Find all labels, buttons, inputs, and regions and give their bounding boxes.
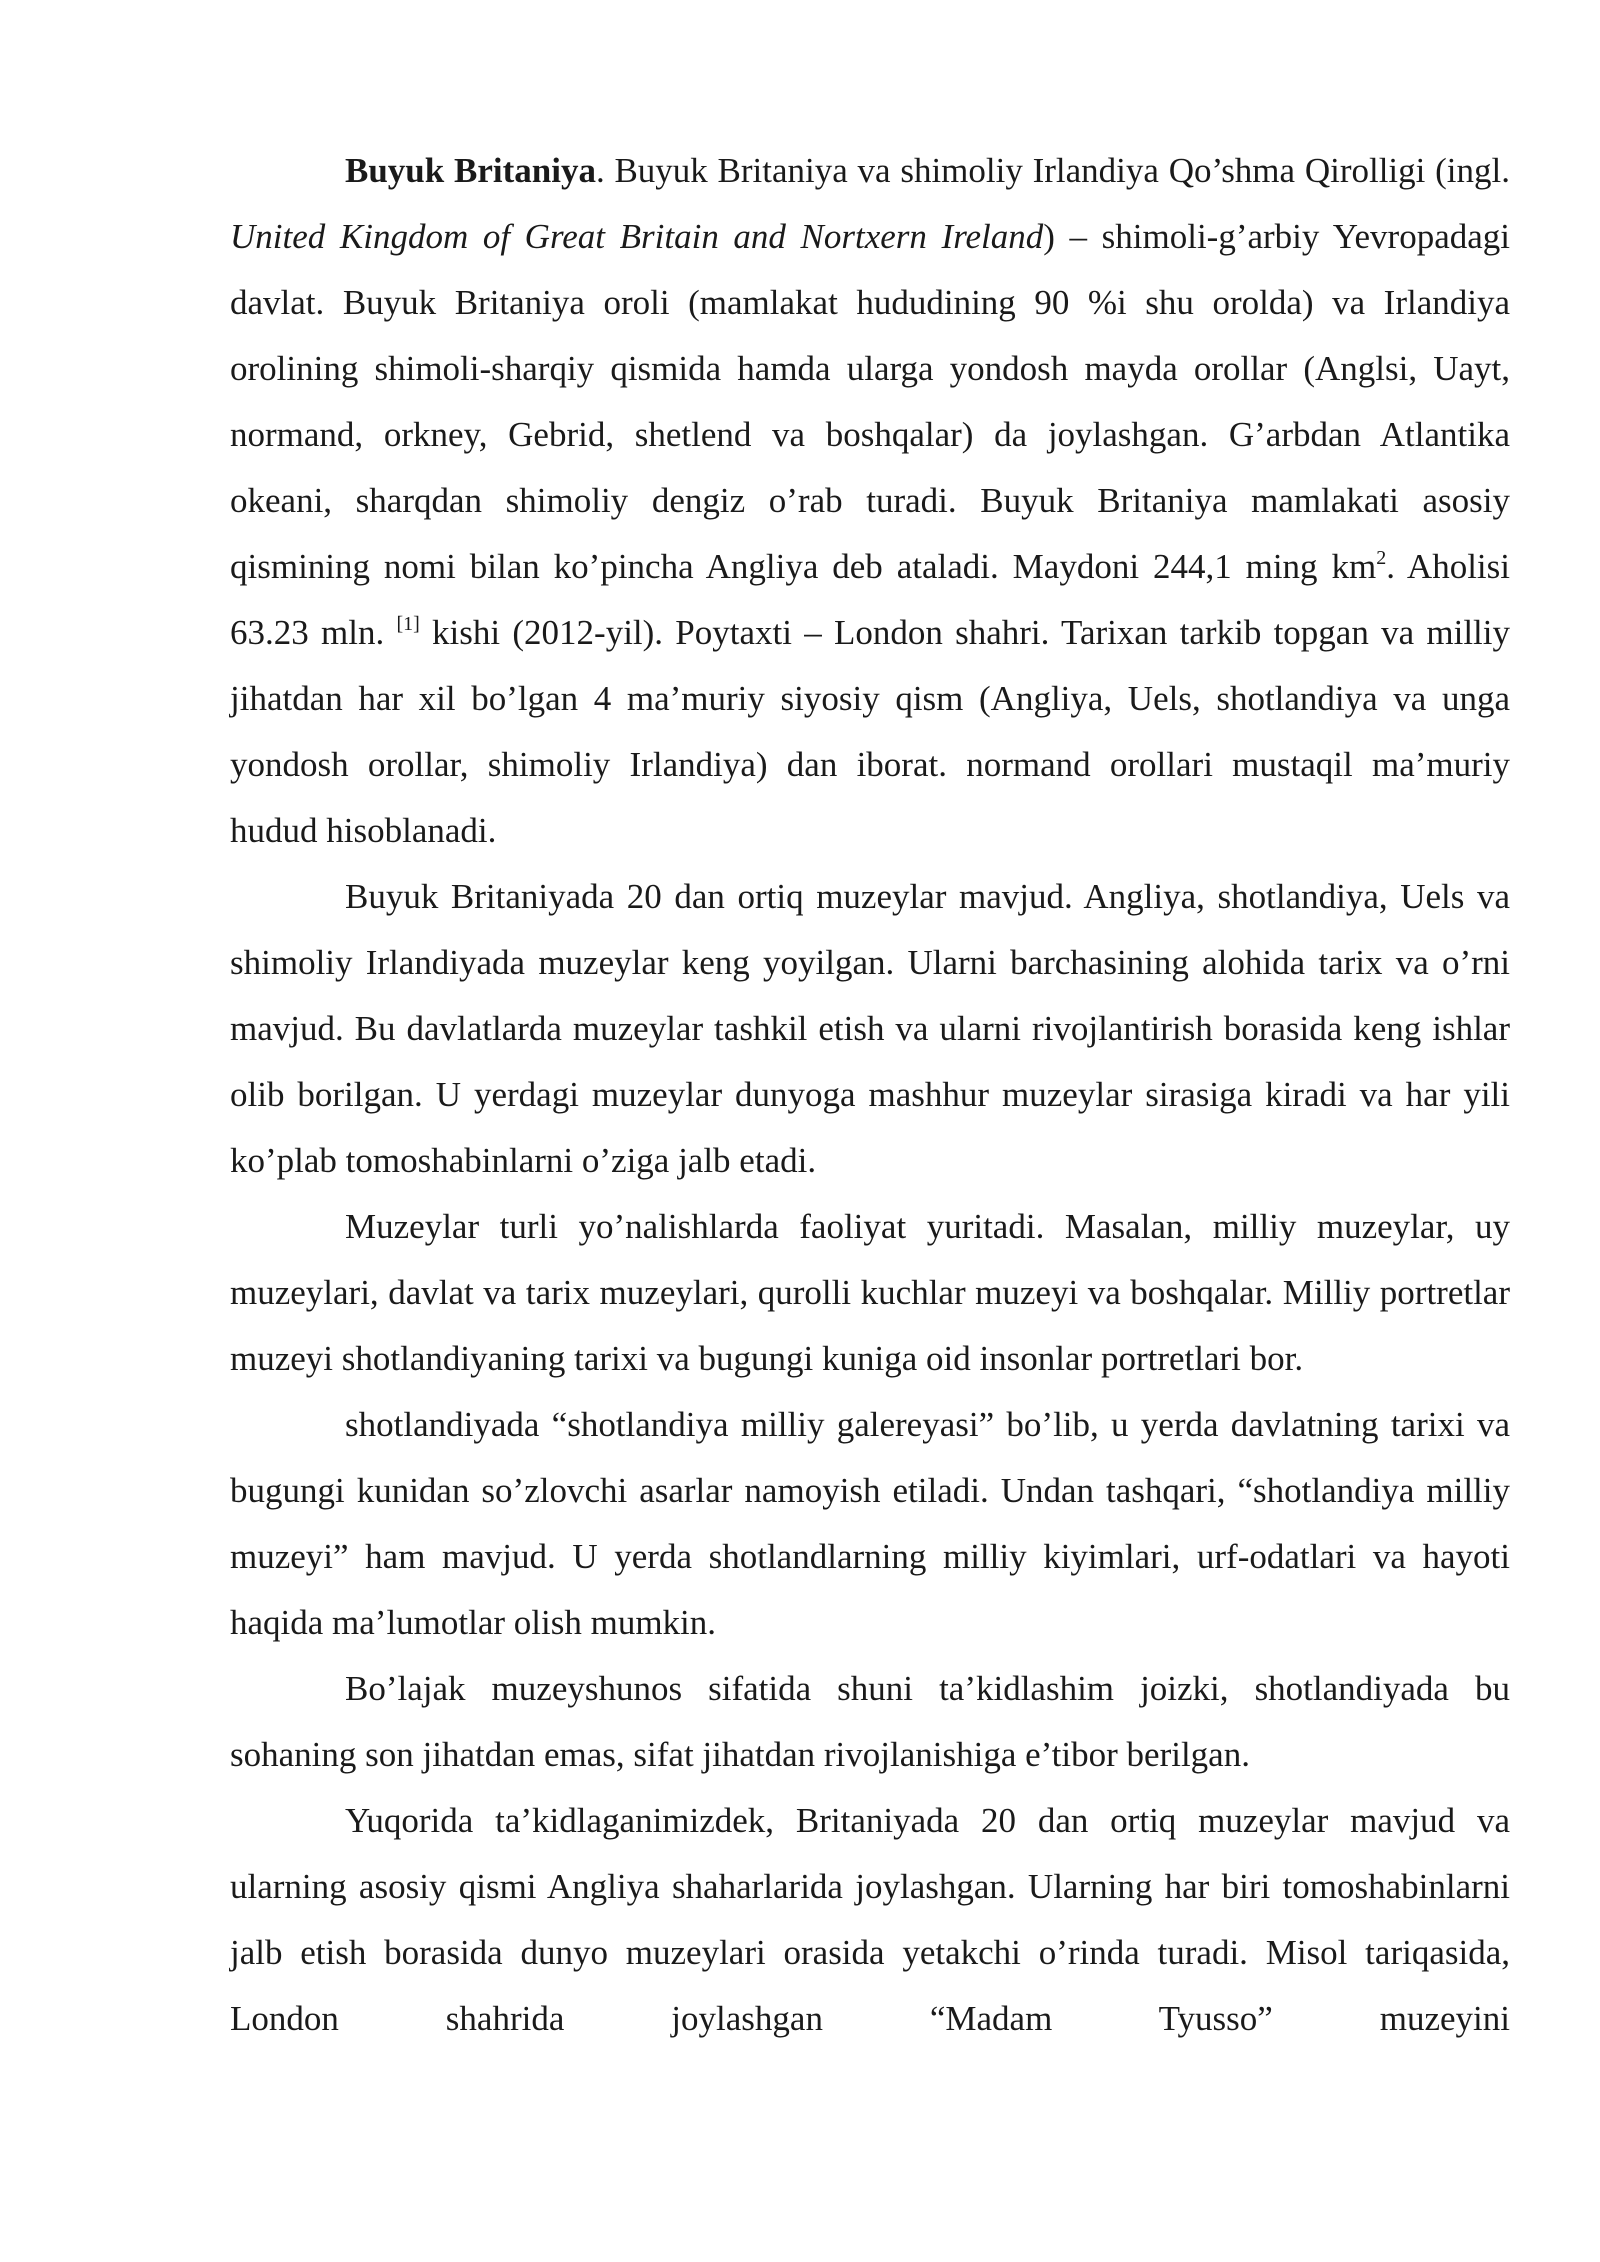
intro-text-1: . Buyuk Britaniya va shimoliy Irlandiya Qo’shma Qirolligi (ingl. xyxy=(595,151,1510,190)
paragraph-museums-count: Buyuk Britaniyada 20 dan ortiq muzeylar mavjud. Angliya, shotlandiya, Uels va shimoliy Irlandiyada muzeylar keng yoyilgan. Ularni barchasining alohida tarix va o’rni mavjud. Bu davlatlarda muzeylar tashkil etish va ularni rivojlantirish borasida keng ishlar olib borilgan. U yerdagi muzeylar dunyoga mashhur muzeylar sirasiga kiradi va har yili ko’plab tomoshabinlarni o’ziga jalb etadi. xyxy=(230,877,1510,1180)
document-page xyxy=(230,138,1510,2052)
footnote-reference[interactable]: [1] xyxy=(396,613,420,635)
paragraph-london-museums: Yuqorida ta’kidlaganimizdek, Britaniyada 20 dan ortiq muzeylar mavjud va ularning asosiy qismi Angliya shaharlarida joylashgan. Ularning har biri tomoshabinlarni jalb etish borasida dunyo muzeylari orasida yetakchi o’rinda turadi. Misol tariqasida, London shahrida joylashgan “Madam Tyusso” muzeyini xyxy=(230,1801,1510,2038)
paragraph-intro xyxy=(230,138,1510,864)
intro-text-2: ) – shimoli-g’arbiy Yevropadagi davlat. Buyuk Britaniya oroli (mamlakat hududining 90 %i shu orolda) va Irlandiya orolining shimoli-sharqiy qismida hamda ularga yondosh mayda orollar (Anglsi, Uayt, normand, orkney, Gebrid, shetlend va boshqalar) da joylashgan. G’arbdan Atlantika okeani, sharqdan shimoliy dengiz o’rab turadi. Buyuk Britaniya mamlakati asosiy qismining nomi bilan ko’pincha Angliya deb ataladi. Maydoni 244,1 ming km xyxy=(230,217,1510,586)
paragraph-museologist-note: Bo’lajak muzeyshunos sifatida shuni ta’kidlashim joizki, shotlandiyada bu sohaning son jihatdan emas, sifat jihatdan rivojlanishiga e’tibor berilgan. xyxy=(230,1669,1510,1774)
paragraph-museum-types: Muzeylar turli yo’nalishlarda faoliyat yuritadi. Masalan, milliy muzeylar, uy muzeylari, davlat va tarix muzeylari, qurolli kuchlar muzeyi va boshqalar. Milliy portretlar muzeyi shotlandiyaning tarixi va bugungi kuniga oid insonlar portretlari bor. xyxy=(230,1207,1510,1378)
intro-text-4: kishi (2012-yil). Poytaxti – London shahri. Tarixan tarkib topgan va milliy jihatdan har xil bo’lgan 4 ma’muriy siyosiy qism (Angliya, Uels, shotlandiya va unga yondosh orollar, shimoliy Irlandiya) dan iborat. normand orollari mustaqil ma’muriy hudud hisoblanadi. xyxy=(230,613,1510,850)
english-name: United Kingdom of Great Britain and Nortxern Ireland xyxy=(230,217,1044,256)
intro-text-3: . Aholisi 63.23 mln. xyxy=(230,547,1511,652)
paragraph-scotland-gallery: shotlandiyada “shotlandiya milliy galereyasi” bo’lib, u yerda davlatning tarixi va bugungi kunidan so’zlovchi asarlar namoyish etiladi. Undan tashqari, “shotlandiya milliy muzeyi” ham mavjud. U yerda shotlandlarning milliy kiyimlari, urf-odatlari va hayoti haqida ma’lumotlar olish mumkin. xyxy=(230,1405,1510,1642)
area-superscript: 2 xyxy=(1376,547,1387,569)
section-title: Buyuk Britaniya xyxy=(345,151,596,190)
